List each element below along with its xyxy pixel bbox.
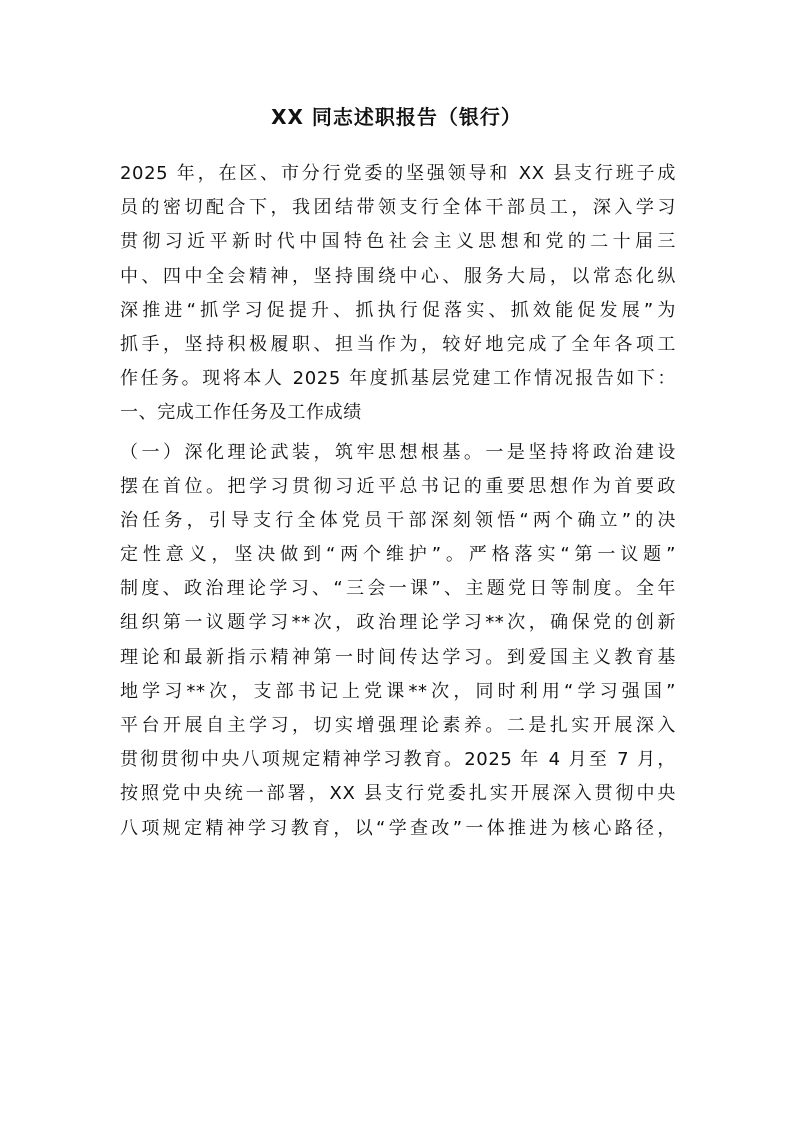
paragraph-line: 按照党中央统一部署，XX 县支行党委扎实开展深入贯彻中央 [120, 783, 676, 805]
document-body [120, 157, 676, 846]
paragraph-line: 贯彻贯彻中央八项规定精神学习教育。2025 年 4 月至 7 月， [120, 749, 676, 771]
paragraph-line: 组织第一议题学习**次，政治理论学习**次，确保党的创新 [120, 612, 676, 634]
paragraph-line: 员的密切配合下，我团结带领支行全体干部员工，深入学习 [120, 197, 676, 219]
section-heading: 一、完成工作任务及工作成绩 [120, 402, 362, 424]
paragraph-line: 理论和最新指示精神第一时间传达学习。到爱国主义教育基 [120, 646, 676, 668]
paragraph-line: 定性意义，坚决做到“两个维护”。严格落实“第一议题” [120, 544, 676, 566]
paragraph-line: 治任务，引导支行全体党员干部深刻领悟“两个确立”的决 [120, 509, 676, 531]
document-title: XX 同志述职报告（银行） [271, 105, 522, 129]
paragraph-line: 贯彻习近平新时代中国特色社会主义思想和党的二十届三 [120, 231, 676, 253]
paragraph-line: 抓手，坚持积极履职、担当作为，较好地完成了全年各项工 [120, 333, 676, 355]
paragraph-line: 八项规定精神学习教育，以“学查改”一体推进为核心路径， [120, 817, 676, 839]
paragraph-line: 平台开展自主学习，切实增强理论素养。二是扎实开展深入 [120, 715, 676, 736]
paragraph-line: 摆在首位。把学习贯彻习近平总书记的重要思想作为首要政 [120, 475, 676, 497]
paragraph-line: （一）深化理论武装，筑牢思想根基。一是坚持将政治建设 [120, 441, 676, 463]
paragraph-line: 中、四中全会精神，坚持围绕中心、服务大局，以常态化纵 [120, 265, 676, 287]
paragraph-line: 2025 年，在区、市分行党委的坚强领导和 XX 县支行班子成 [120, 163, 676, 184]
paragraph-line: 地学习**次，支部书记上党课**次，同时利用“学习强国” [120, 680, 676, 702]
paragraph-line: 作任务。现将本人 2025 年度抓基层党建工作情况报告如下： [120, 368, 676, 390]
paragraph-line: 制度、政治理论学习、“三会一课”、主题党日等制度。全年 [120, 578, 676, 600]
paragraph-line: 深推进“抓学习促提升、抓执行促落实、抓效能促发展”为 [120, 299, 676, 321]
